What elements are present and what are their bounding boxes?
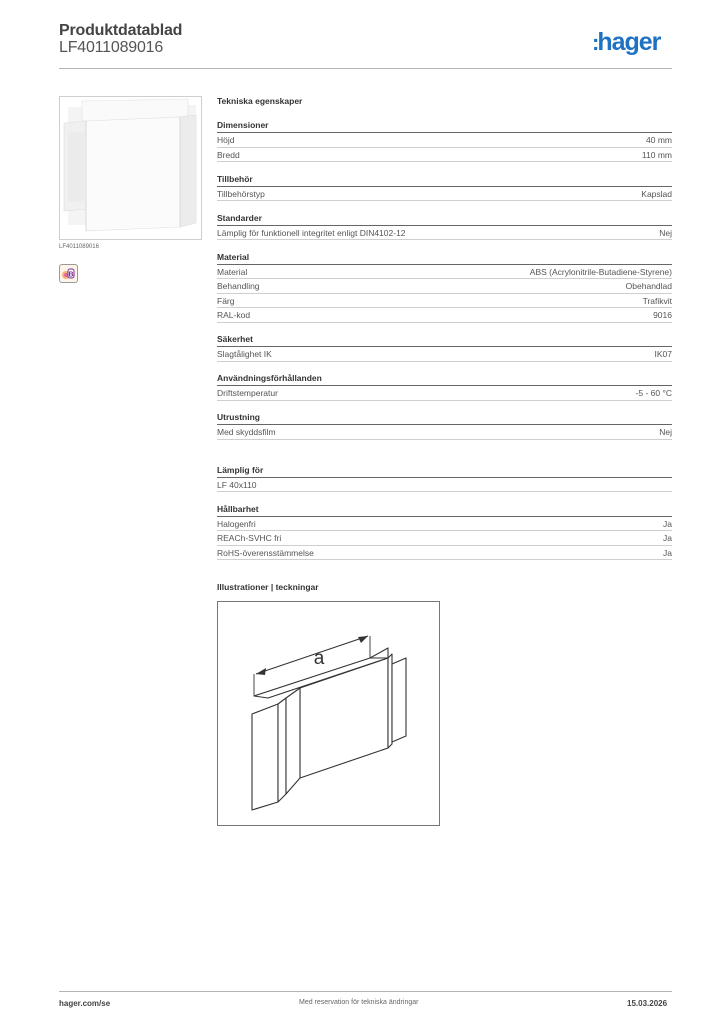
- section-title: Tillbehör: [217, 172, 672, 187]
- spec-label: Halogenfri: [217, 518, 256, 529]
- product-photo: [60, 97, 202, 240]
- spec-value: 40 mm: [646, 135, 672, 145]
- spec-row: [217, 279, 672, 294]
- section-standarder: [217, 211, 672, 241]
- spec-label: REACh-SVHC fri: [217, 533, 282, 543]
- section-sakerhet: [217, 332, 672, 362]
- footer-notice: Med reservation för tekniska ändringar: [299, 999, 419, 1006]
- end-cap-drawing: [218, 602, 439, 825]
- spec-label: Bredd: [217, 149, 240, 160]
- spec-row: [217, 517, 672, 532]
- section-title: Användningsförhållanden: [217, 371, 672, 386]
- spec-value: Trafikvit: [642, 295, 672, 306]
- spec-row: [217, 294, 672, 309]
- product-code: LF4011089016: [59, 39, 164, 56]
- spec-value: Ja: [663, 518, 672, 529]
- dimension-label: a: [313, 648, 325, 669]
- section-title: Hållbarhet: [217, 502, 672, 517]
- header-divider: [59, 68, 672, 69]
- spec-row: [217, 308, 672, 323]
- section-title: Säkerhet: [217, 332, 672, 347]
- spec-row: [217, 187, 672, 202]
- section-title: Lämplig för: [217, 463, 672, 478]
- spec-label: Behandling: [217, 281, 260, 291]
- logo-dots-icon: :: [592, 30, 597, 55]
- spec-row: [217, 478, 672, 493]
- image-caption: LF4011089016: [59, 244, 99, 250]
- section-title: Utrustning: [217, 410, 672, 425]
- spec-value: Nej: [659, 427, 672, 437]
- spec-label: Material: [217, 266, 248, 277]
- footer-date: 15.03.2026: [627, 999, 668, 1008]
- logo-text: hager: [597, 28, 661, 56]
- spec-label: LF 40x110: [217, 479, 257, 490]
- spec-value: 110 mm: [641, 149, 672, 160]
- section-lamplig: [217, 463, 672, 493]
- spec-row: [217, 265, 672, 280]
- spec-value: Kapslad: [641, 188, 672, 199]
- section-hallbarhet: [217, 502, 672, 561]
- spec-row: [217, 226, 672, 241]
- section-dimensioner: [217, 118, 672, 162]
- section-title: Standarder: [217, 211, 672, 226]
- spec-label: Lämplig för funktionell integritet enligt DIN4102-12: [217, 227, 406, 238]
- spec-row: [217, 546, 672, 561]
- section-title: Material: [217, 250, 672, 265]
- spec-label: RAL-kod: [217, 310, 251, 320]
- specs-heading: Tekniska egenskaper: [217, 96, 303, 106]
- spec-label: Tillbehörstyp: [217, 188, 265, 199]
- section-material: [217, 250, 672, 323]
- section-title: Dimensioner: [217, 118, 672, 133]
- spec-value: -5 - 60 °C: [635, 388, 672, 398]
- spec-value: 9016: [653, 310, 672, 320]
- spec-value: IK07: [654, 349, 672, 359]
- illustrations-title: Illustrationer | teckningar: [217, 582, 319, 592]
- svg-text:B: B: [68, 271, 74, 279]
- spec-label: Färg: [217, 295, 235, 306]
- spec-row: [217, 386, 672, 401]
- section-utrustning: [217, 410, 672, 440]
- spec-value: Obehandlad: [625, 281, 672, 291]
- spec-label: RoHS-överensstämmelse: [217, 547, 314, 558]
- hager-logo[interactable]: [592, 28, 660, 57]
- footer-website-link[interactable]: hager.com/se: [59, 999, 111, 1008]
- spec-row: [217, 148, 672, 163]
- spec-row: [217, 531, 672, 546]
- spec-label: Driftstemperatur: [217, 388, 278, 398]
- technical-specifications: [217, 96, 672, 560]
- recycling-b-icon: [59, 264, 78, 283]
- spec-row: [217, 425, 672, 440]
- footer-divider: [59, 991, 672, 992]
- spec-value: Ja: [663, 533, 672, 543]
- spec-row: [217, 133, 672, 148]
- spec-value: ABS (Acrylonitrile-Butadiene-Styrene): [529, 266, 672, 277]
- product-image: [59, 96, 202, 240]
- spec-value: Ja: [663, 547, 672, 558]
- section-tillbehor: [217, 172, 672, 202]
- spec-label: Höjd: [217, 135, 235, 145]
- spec-value: Nej: [659, 227, 672, 238]
- spec-label: Slagtålighet IK: [217, 349, 272, 359]
- spec-row: [217, 347, 672, 362]
- document-title: Produktdatablad: [59, 22, 183, 39]
- spec-label: Med skyddsfilm: [217, 427, 276, 437]
- technical-drawing: [217, 601, 440, 826]
- section-anvandning: [217, 371, 672, 401]
